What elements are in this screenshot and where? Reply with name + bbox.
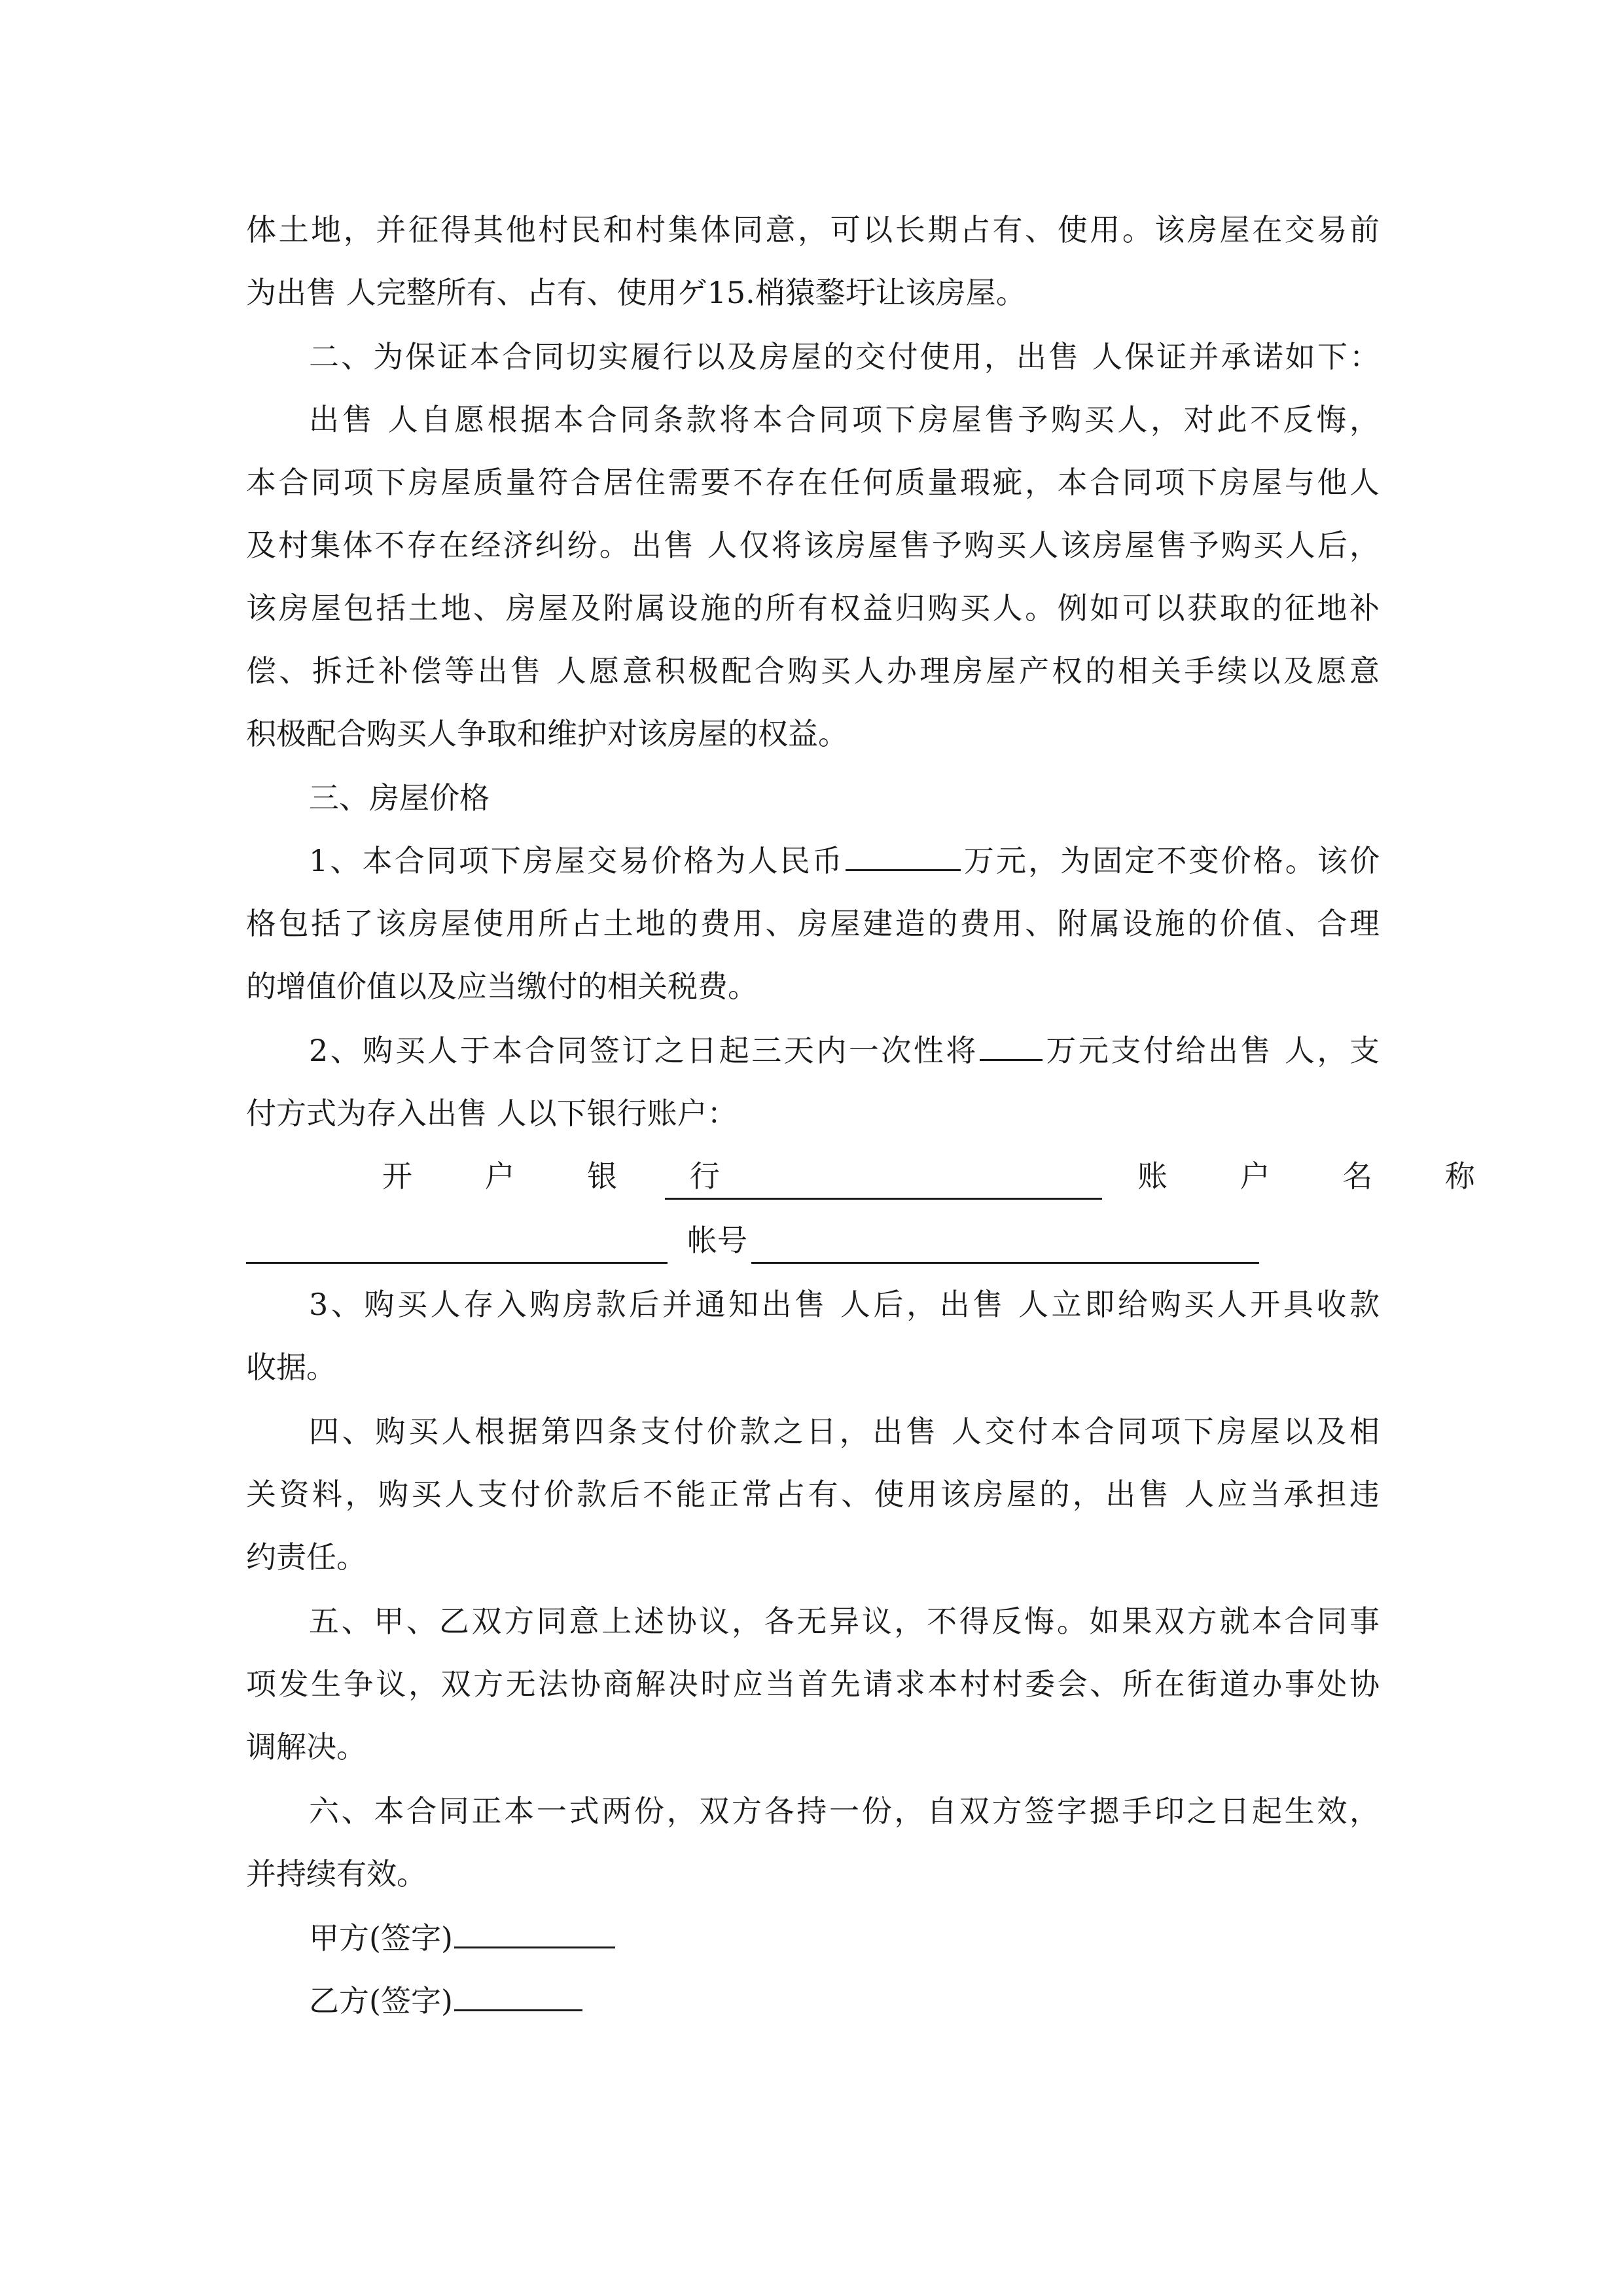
paragraph-line: 收据。 — [246, 1350, 336, 1385]
account-number-label: 帐号 — [687, 1223, 747, 1258]
paragraph-line: 偿、拆迁补偿等出售 人愿意积极配合购买人办理房屋产权的相关手续以及愿意 — [246, 653, 1380, 689]
payment-clause-text: 2、购买人于本合同签订之日起三天内一次性将 — [309, 1033, 978, 1068]
paragraph-line: 付方式为存入出售 人以下银行账户： — [246, 1096, 738, 1131]
party-b-signature-label: 乙方(签字) — [309, 1983, 453, 2018]
paragraph-line: 约责任。 — [246, 1539, 366, 1575]
price-blank-field[interactable] — [846, 840, 961, 871]
paragraph-line: 本合同项下房屋质量符合居住需要不存在任何质量瑕疵，本合同项下房屋与他人 — [246, 465, 1380, 500]
party-b-signature-field[interactable] — [454, 1981, 582, 2011]
section-three-heading: 三、房屋价格 — [309, 780, 490, 816]
payment-clause-line — [309, 1029, 1380, 1072]
party-a-signature-label: 甲方(签字) — [309, 1920, 453, 1956]
paragraph-line: 3、购买人存入购房款后并通知出售 人后，出售 人立即给购买人开具收款 — [309, 1287, 1380, 1322]
paragraph-line: 并持续有效。 — [246, 1856, 427, 1892]
paragraph-line: 为出售 人完整所有、占有、使用ゲ15.梢猿鍪圩让该房屋。 — [246, 275, 1026, 310]
section-two-heading: 二、为保证本合同切实履行以及房屋的交付使用，出售 人保证并承诺如下： — [309, 339, 1380, 374]
account-number-blank-field[interactable] — [751, 1262, 1259, 1264]
payment-amount-blank-field[interactable] — [980, 1030, 1043, 1061]
payment-clause-text-2: 万元支付给出售 人，支 — [1043, 1033, 1380, 1068]
paragraph-line: 及村集体不存在经济纠纷。出售 人仅将该房屋售予购买人该房屋售予购买人后， — [246, 528, 1380, 563]
paragraph-line: 调解决。 — [246, 1729, 366, 1765]
paragraph-line: 积极配合购买人争取和维护对该房屋的权益。 — [246, 716, 848, 751]
section-five-heading: 五、甲、乙双方同意上述协议，各无异议，不得反悔。如果双方就本合同事 — [309, 1604, 1380, 1639]
price-clause-text: 1、本合同项下房屋交易价格为人民币 — [309, 843, 844, 878]
section-four-heading: 四、购买人根据第四条支付价款之日，出售 人交付本合同项下房屋以及相 — [309, 1414, 1380, 1449]
paragraph-line: 关资料，购买人支付价款后不能正常占有、使用该房屋的，出售 人应当承担违 — [246, 1477, 1380, 1512]
party-a-signature-field[interactable] — [454, 1918, 615, 1948]
paragraph-line: 格包括了该房屋使用所占土地的费用、房屋建造的费用、附属设施的价值、合理 — [246, 906, 1380, 941]
bank-name-blank-field[interactable] — [665, 1198, 1102, 1200]
section-six-heading: 六、本合同正本一式两份，双方各持一份，自双方签字摁手印之日起生效， — [309, 1793, 1380, 1829]
price-clause-text-2: 万元，为固定不变价格。该价 — [961, 843, 1380, 878]
bank-name-label: 开 户 银 行 — [382, 1158, 751, 1194]
paragraph-line: 出售 人自愿根据本合同条款将本合同项下房屋售予购买人，对此不反悔， — [309, 402, 1380, 437]
paragraph-line: 项发生争议，双方无法协商解决时应当首先请求本村村委会、所在街道办事处协 — [246, 1666, 1380, 1702]
paragraph-line: 的增值价值以及应当缴付的相关税费。 — [246, 969, 758, 1004]
party-b-signature-line — [309, 1979, 1380, 2022]
account-name-blank-field[interactable] — [246, 1262, 668, 1264]
account-name-label: 账 户 名 称 — [1137, 1158, 1507, 1194]
party-a-signature-line — [309, 1916, 1380, 1960]
paragraph-line: 该房屋包括土地、房屋及附属设施的所有权益归购买人。例如可以获取的征地补 — [246, 590, 1380, 626]
price-clause-line — [309, 839, 1380, 882]
paragraph-line: 体土地，并征得其他村民和村集体同意，可以长期占有、使用。该房屋在交易前 — [246, 212, 1380, 247]
